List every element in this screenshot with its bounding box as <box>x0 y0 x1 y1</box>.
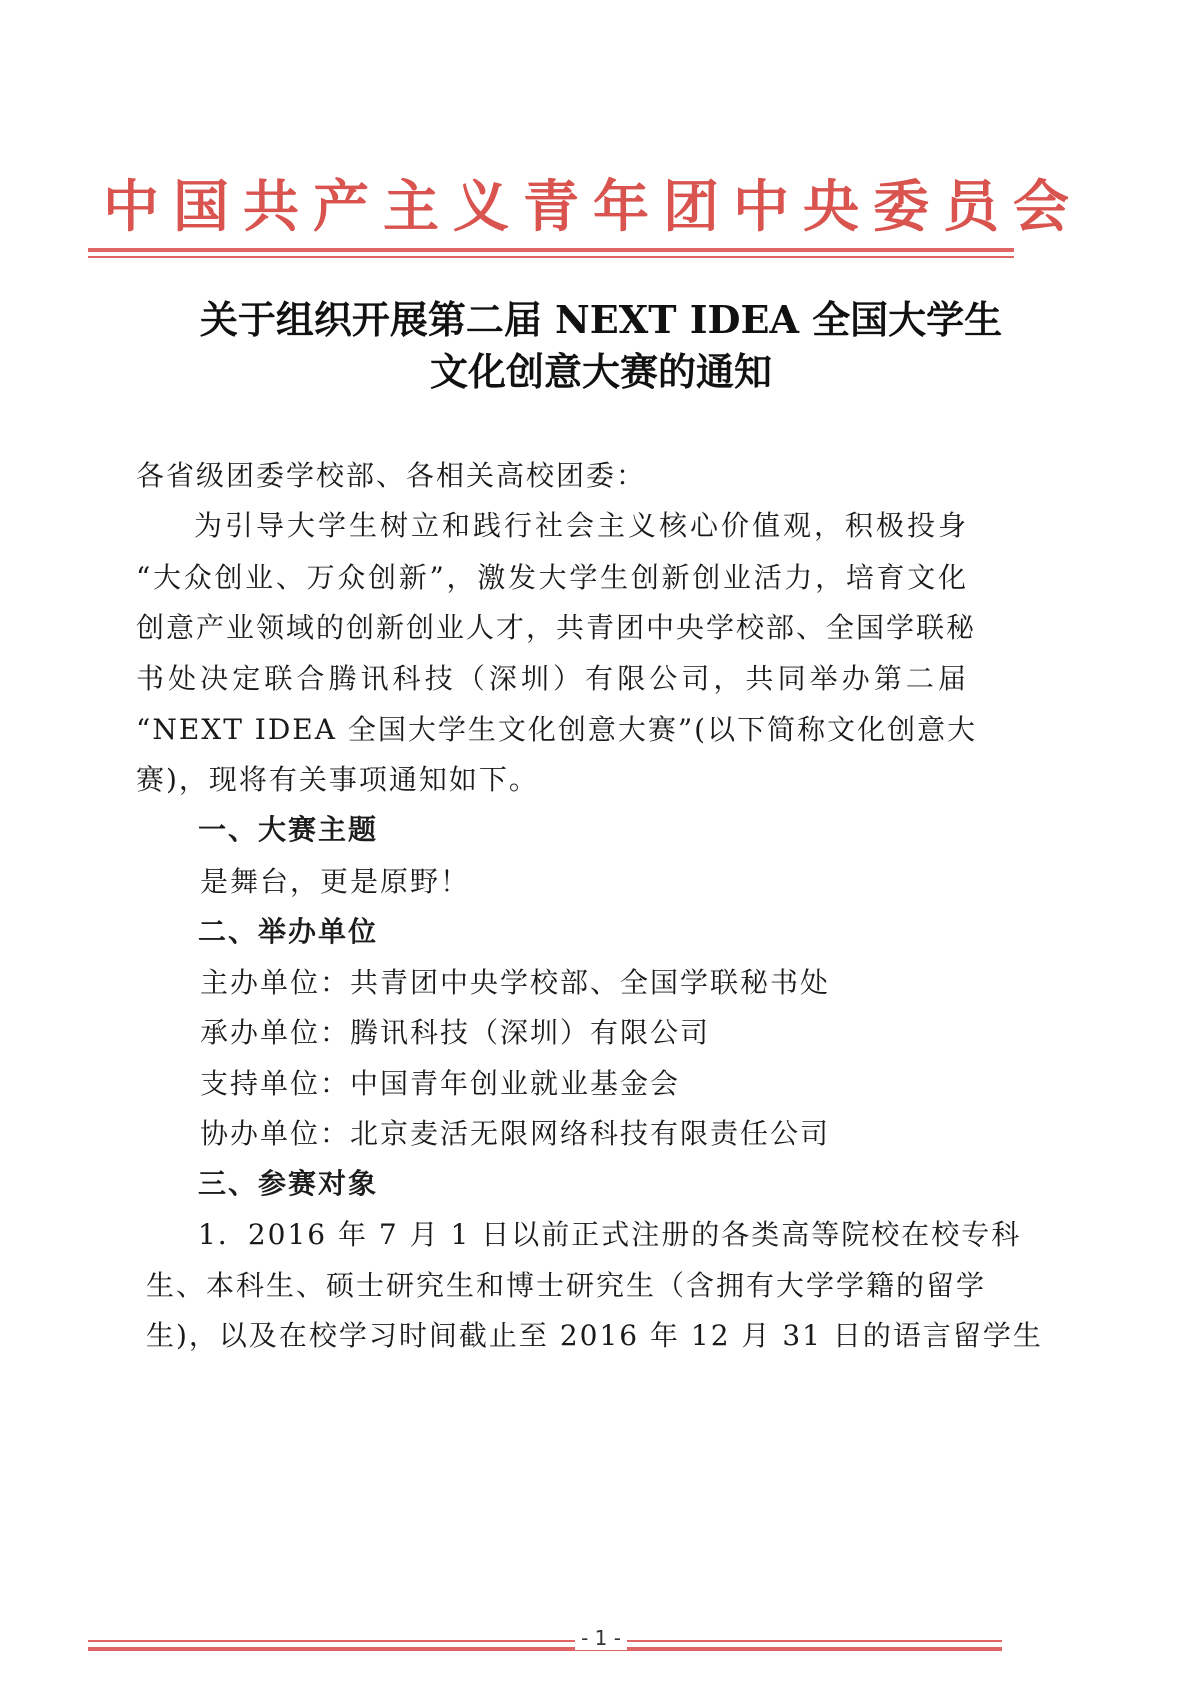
document-title-line-1: 关于组织开展第二届 NEXT IDEA 全国大学生 <box>199 297 1003 342</box>
section-heading-participants: 三、参赛对象 <box>198 1167 379 1200</box>
participants-line: 生、本科生、硕士研究生和博士研究生（含拥有大学学籍的留学 <box>146 1269 987 1302</box>
section-heading-theme: 一、大赛主题 <box>198 813 379 846</box>
participants-line: 1．2016 年 7 月 1 日以前正式注册的各类高等院校在校专科 <box>198 1218 1022 1251</box>
intro-line: “大众创业、万众创新”，激发大学生创新创业活力，培育文化 <box>136 561 968 594</box>
document-title-line-2: 文化创意大赛的通知 <box>429 349 772 394</box>
page-number <box>0 1626 1202 1650</box>
intro-line: “NEXT IDEA 全国大学生文化创意大赛”(以下简称文化创意大 <box>136 713 978 746</box>
organizer-item: 承办单位：腾讯科技（深圳）有限公司 <box>200 1016 711 1049</box>
letterhead-rule-thin <box>88 256 1014 258</box>
letterhead-title: 中国共产主义青年团中央委员会 <box>103 174 1083 240</box>
organizer-item: 支持单位：中国青年创业就业基金会 <box>200 1067 681 1100</box>
organizer-item: 主办单位：共青团中央学校部、全国学联秘书处 <box>200 966 831 999</box>
intro-line: 创意产业领域的创新创业人才，共青团中央学校部、全国学联秘 <box>136 611 977 644</box>
intro-line: 为引导大学生树立和践行社会主义核心价值观，积极投身 <box>194 509 968 542</box>
page-number-text: - 1 - <box>575 1626 627 1650</box>
theme-text: 是舞台，更是原野！ <box>200 865 471 898</box>
intro-line: 赛)，现将有关事项通知如下。 <box>136 763 539 796</box>
section-heading-organizers: 二、举办单位 <box>198 915 379 948</box>
intro-line: 书处决定联合腾讯科技（深圳）有限公司，共同举办第二届 <box>136 662 968 695</box>
salutation: 各省级团委学校部、各相关高校团委： <box>136 459 647 492</box>
organizer-item: 协办单位：北京麦活无限网络科技有限责任公司 <box>200 1117 831 1150</box>
participants-line: 生)，以及在校学习时间截止至 2016 年 12 月 31 日的语言留学生 <box>146 1319 1043 1352</box>
letterhead-rule-thick <box>88 248 1014 252</box>
